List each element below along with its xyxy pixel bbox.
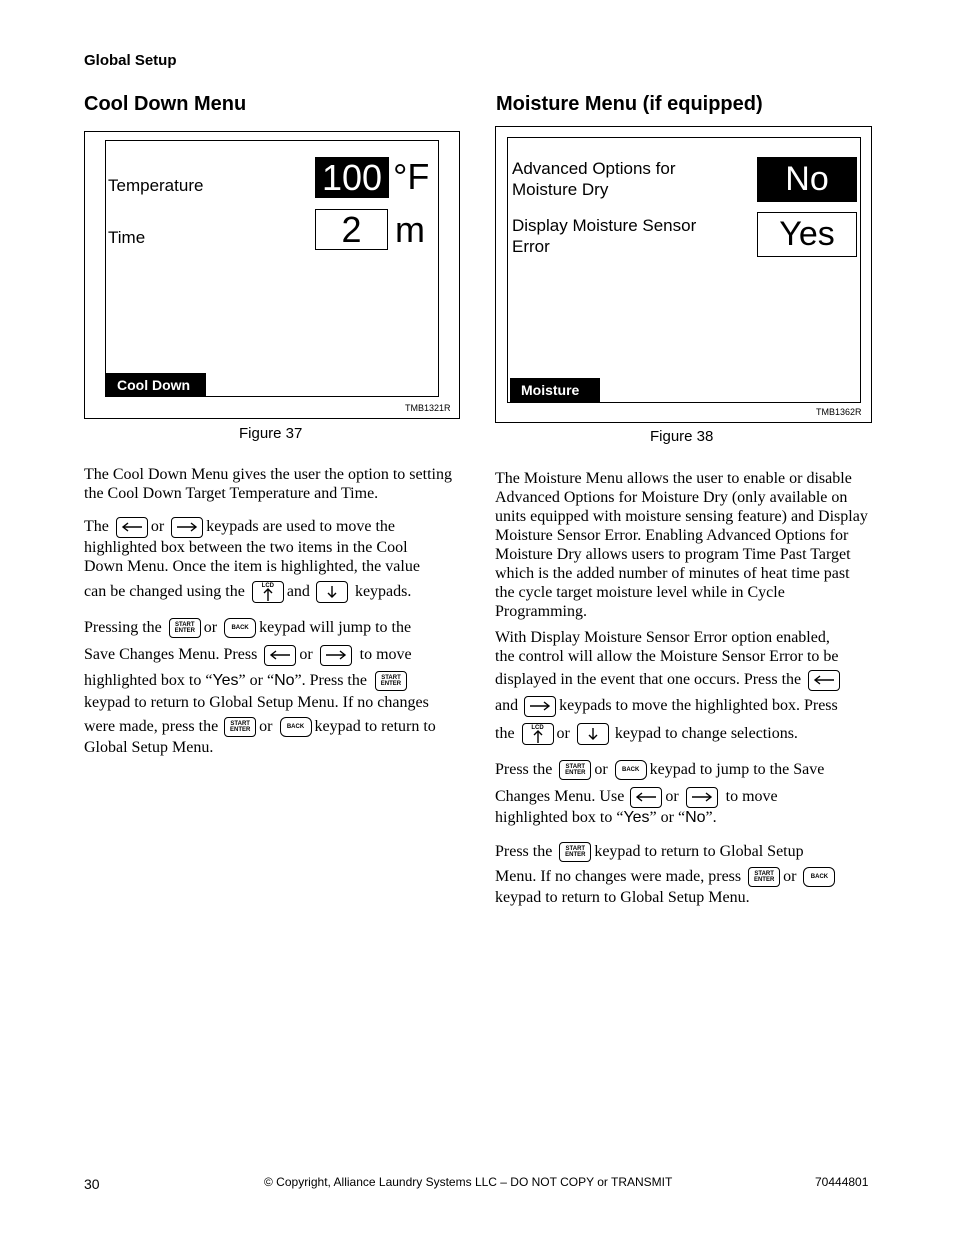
figure-code: TMB1362R: [816, 407, 862, 417]
back-key-icon: BACK: [803, 867, 835, 887]
moisture-title: Moisture Menu (if equipped): [496, 93, 763, 115]
figure-37-caption: Figure 37: [239, 425, 303, 442]
start-enter-key-icon: START ENTER: [224, 717, 256, 737]
left-arrow-key-icon: [630, 787, 662, 808]
start-enter-key-icon: START ENTER: [559, 842, 591, 862]
moisture-p3-line3: highlighted box to “ Yes ” or “ No ”.: [495, 808, 717, 826]
start-enter-key-icon: START ENTER: [375, 671, 407, 691]
right-arrow-key-icon: [320, 645, 352, 666]
back-key-icon: BACK: [280, 717, 312, 737]
back-key-icon: BACK: [224, 618, 256, 638]
time-unit: m: [395, 209, 425, 250]
advanced-options-value: No: [757, 157, 857, 202]
temperature-value: 100: [315, 157, 389, 198]
document-number: 70444801: [815, 1175, 869, 1189]
cool-down-screen: [105, 140, 439, 397]
moisture-tab: Moisture: [510, 378, 600, 402]
start-enter-key-icon: START ENTER: [169, 618, 201, 638]
display-sensor-error-label: Display Moisture Sensor Error: [512, 216, 697, 256]
moisture-intro: The Moisture Menu allows the user to enable or disable Advanced Options for Moisture Dry (only available on units equipped with moisture sensing feature) and Display Moisture Sensor Error. Enabling Advanced Options for Moisture Dry allows users to program Time Past Target which is the added number of minutes of heat time past the cycle target moisture level while in Cycle Programming.: [495, 470, 868, 620]
moisture-p3-line2: Changes Menu. Use or to move: [495, 786, 778, 808]
figure-38-caption: Figure 38: [650, 428, 714, 445]
back-key-icon: BACK: [615, 760, 647, 780]
moisture-p4-line2: Menu. If no changes were made, press START ENTER or BACK: [495, 866, 838, 888]
lcd-up-key-icon: LCD: [252, 581, 284, 603]
figure-code: TMB1321R: [405, 403, 451, 413]
advanced-options-label: Advanced Options for Moisture Dry: [512, 159, 676, 199]
copyright-notice: © Copyright, Alliance Laundry Systems LLC – DO NOT COPY or TRANSMIT: [264, 1175, 673, 1189]
time-label: Time: [108, 228, 146, 247]
display-sensor-error-value: Yes: [757, 212, 857, 257]
left-arrow-key-icon: [264, 645, 296, 666]
start-enter-key-icon: START ENTER: [748, 867, 780, 887]
cool-down-p3-line5: were made, press the START ENTER or BACK keypad to return to: [84, 718, 436, 735]
moisture-p2-line4: and keypads to move the highlighted box. Press: [495, 695, 838, 717]
temperature-unit: °F: [393, 156, 430, 197]
figure-38: [495, 126, 872, 423]
left-arrow-key-icon: [808, 670, 840, 691]
right-arrow-key-icon: [171, 517, 203, 538]
time-value: 2: [315, 209, 388, 250]
cool-down-p3-line4: keypad to return to Global Setup Menu. If no changes: [84, 693, 429, 711]
moisture-screen: [507, 137, 861, 403]
cool-down-p3-line2: Save Changes Menu. Press or to move: [84, 644, 412, 666]
moisture-p4-line1: Press the START ENTER keypad to return to Global Setup: [495, 843, 804, 860]
moisture-p2-line5: the LCD or keypad to change selections.: [495, 722, 798, 745]
figure-37: [84, 131, 460, 419]
down-arrow-key-icon: [577, 723, 609, 745]
cool-down-p2-line2: highlighted box between the two items in the Cool: [84, 538, 408, 556]
moisture-p2-line1: With Display Moisture Sensor Error option enabled,: [495, 628, 830, 646]
start-enter-key-icon: START ENTER: [559, 760, 591, 780]
lcd-up-key-icon: LCD: [522, 723, 554, 745]
cool-down-p3-line6: Global Setup Menu.: [84, 738, 214, 756]
page-number: 30: [84, 1176, 100, 1192]
cool-down-p3-line1: Pressing the START ENTER or BACK keypad will jump to the: [84, 619, 412, 636]
cool-down-intro: The Cool Down Menu gives the user the option to setting the Cool Down Target Temperature and Time.: [84, 466, 452, 502]
left-arrow-key-icon: [116, 517, 148, 538]
right-arrow-key-icon: [524, 696, 556, 717]
cool-down-p2-line1: The or keypads are used to move the: [84, 516, 395, 538]
cool-down-p2-line4: can be changed using the LCD and keypads.: [84, 580, 411, 603]
section-header: Global Setup: [84, 52, 177, 69]
down-arrow-key-icon: [316, 581, 348, 603]
moisture-p2-line3: displayed in the event that one occurs. Press the: [495, 669, 843, 691]
cool-down-title: Cool Down Menu: [84, 93, 247, 115]
moisture-p3-line1: Press the START ENTER or BACK keypad to jump to the Save: [495, 761, 825, 778]
moisture-p4-line3: keypad to return to Global Setup Menu.: [495, 888, 750, 906]
cool-down-p3-line3: highlighted box to “ Yes ” or “ No ”. Press the START ENTER: [84, 670, 410, 692]
temperature-label: Temperature: [108, 176, 204, 195]
cool-down-p2-line3: Down Menu. Once the item is highlighted, the value: [84, 557, 420, 575]
cool-down-tab: Cool Down: [106, 373, 206, 397]
moisture-p2-line2: the control will allow the Moisture Sensor Error to be: [495, 647, 839, 665]
right-arrow-key-icon: [686, 787, 718, 808]
